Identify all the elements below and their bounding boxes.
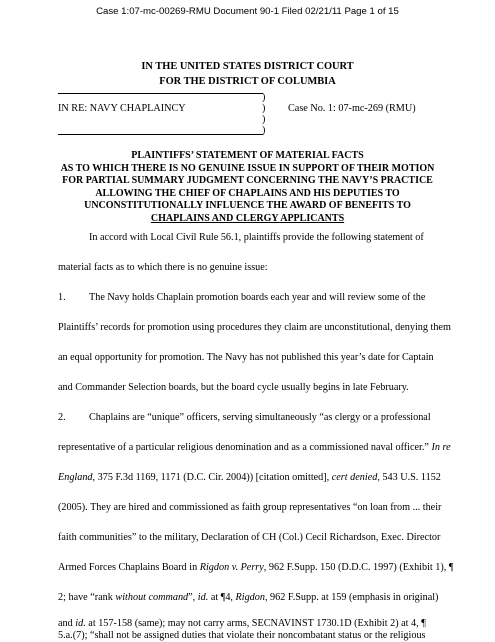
document-title (0, 150, 495, 226)
caption-paren: ) (262, 125, 266, 136)
italic-citation: In re (431, 442, 451, 453)
italic-citation: id. (75, 618, 86, 629)
paragraph-1-line-1 (58, 292, 443, 304)
text-run: , 543 U.S. 1152 (377, 472, 441, 483)
paragraph-1-line-2: Plaintiffs’ records for promotion using procedures they claim are unconstitutional, denying them (58, 322, 451, 333)
paragraph-1-line-3: an equal opportunity for promotion. The Navy has not published this year’s date for Captain (58, 352, 434, 363)
italic-citation: England (58, 472, 93, 483)
caption-paren: ) (262, 92, 266, 103)
paragraph-number: 2. (58, 412, 66, 423)
italic-citation: without command (115, 592, 189, 603)
court-line-1: IN THE UNITED STATES DISTRICT COURT (141, 61, 354, 72)
intro-line-1: In accord with Local Civil Rule 56.1, plaintiffs provide the following statement of (89, 232, 424, 243)
title-line-2: AS TO WHICH THERE IS NO GENUINE ISSUE IN SUPPORT OF THEIR MOTION (60, 162, 435, 174)
text-run: at ¶4, (208, 592, 236, 603)
intro-line-2: material facts as to which there is no genuine issue: (58, 262, 268, 273)
italic-citation: Rigdon (235, 592, 265, 603)
title-line-3: FOR PARTIAL SUMMARY JUDGMENT CONCERNING THE NAVY’S PRACTICE (62, 175, 433, 187)
text-run: and (58, 618, 76, 629)
italic-citation: cert denied (331, 472, 378, 483)
text-run: at 157-158 (same); may not carry arms, SECNAVINST 1730.1D (Exhibit 2) at 4, ¶ (85, 618, 426, 629)
paragraph-2-line-9: 5.a.(7); “shall not be assigned duties that violate their noncombatant status or the religious (58, 630, 426, 641)
paragraph-text: The Navy holds Chaplain promotion boards each year and will review some of the (89, 292, 426, 303)
title-line-4: ALLOWING THE CHIEF OF CHAPLAINS AND HIS DEPUTIES TO (95, 187, 400, 199)
text-run: 2; have “rank (58, 592, 116, 603)
caption-rule-bottom (58, 134, 263, 135)
caption-paren: ) (262, 103, 266, 114)
case-number: Case No. 1: 07-mc-269 (RMU) (288, 103, 416, 114)
title-line-5: UNCONSTITUTIONALLY INFLUENCE THE AWARD OF BENEFITS TO (84, 200, 411, 212)
text-run: Armed Forces Chaplains Board in (58, 562, 200, 573)
title-line-1: PLAINTIFFS’ STATEMENT OF MATERIAL FACTS (131, 150, 364, 161)
paragraph-2-line-8 (58, 618, 443, 630)
paragraph-2-line-4: (2005). They are hired and commissioned as faith group representatives “on loan from ... their (58, 502, 442, 513)
text-run: , 962 F.Supp. at 159 (emphasis in original) (264, 592, 439, 603)
italic-citation: id. (197, 592, 209, 603)
text-run: , 962 F.Supp. 150 (D.D.C. 1997) (Exhibit 1), ¶ (263, 562, 454, 573)
caption-in-re: IN RE: NAVY CHAPLAINCY (58, 103, 186, 114)
title-line-6: CHAPLAINS AND CLERGY APPLICANTS (150, 212, 345, 224)
paragraph-2-line-6 (58, 562, 454, 574)
text-run: , 375 F.3d 1169, 1171 (D.C. Cir. 2004)) [citation omitted], (92, 472, 332, 483)
paragraph-text: Chaplains are “unique” officers, serving simultaneously “as clergy or a professional (89, 412, 431, 423)
italic-citation: Rigdon v. Perry (199, 562, 264, 573)
caption-rule-top (58, 93, 263, 94)
paragraph-number: 1. (58, 292, 66, 303)
document-header: Case 1:07-mc-00269-RMU Document 90-1 Filed 02/21/11 Page 1 of 15 (96, 6, 399, 17)
paragraph-2-line-2 (58, 442, 451, 454)
text-run: ”, (188, 592, 198, 603)
paragraph-1-line-4: and Commander Selection boards, but the board cycle usually begins in late February. (58, 382, 409, 393)
court-line-2: FOR THE DISTRICT OF COLUMBIA (159, 76, 336, 87)
paragraph-2-line-7 (58, 592, 443, 604)
paragraph-2-line-1 (58, 412, 443, 424)
court-heading (0, 59, 495, 89)
caption-paren: ) (262, 114, 266, 125)
text-run: representative of a particular religious denomination and as a commissioned naval officer.” (58, 442, 432, 453)
paragraph-2-line-3 (58, 472, 443, 484)
paragraph-2-line-5: faith communities” to the military, Declaration of CH (Col.) Cecil Richardson, Exec. Director (58, 532, 441, 543)
